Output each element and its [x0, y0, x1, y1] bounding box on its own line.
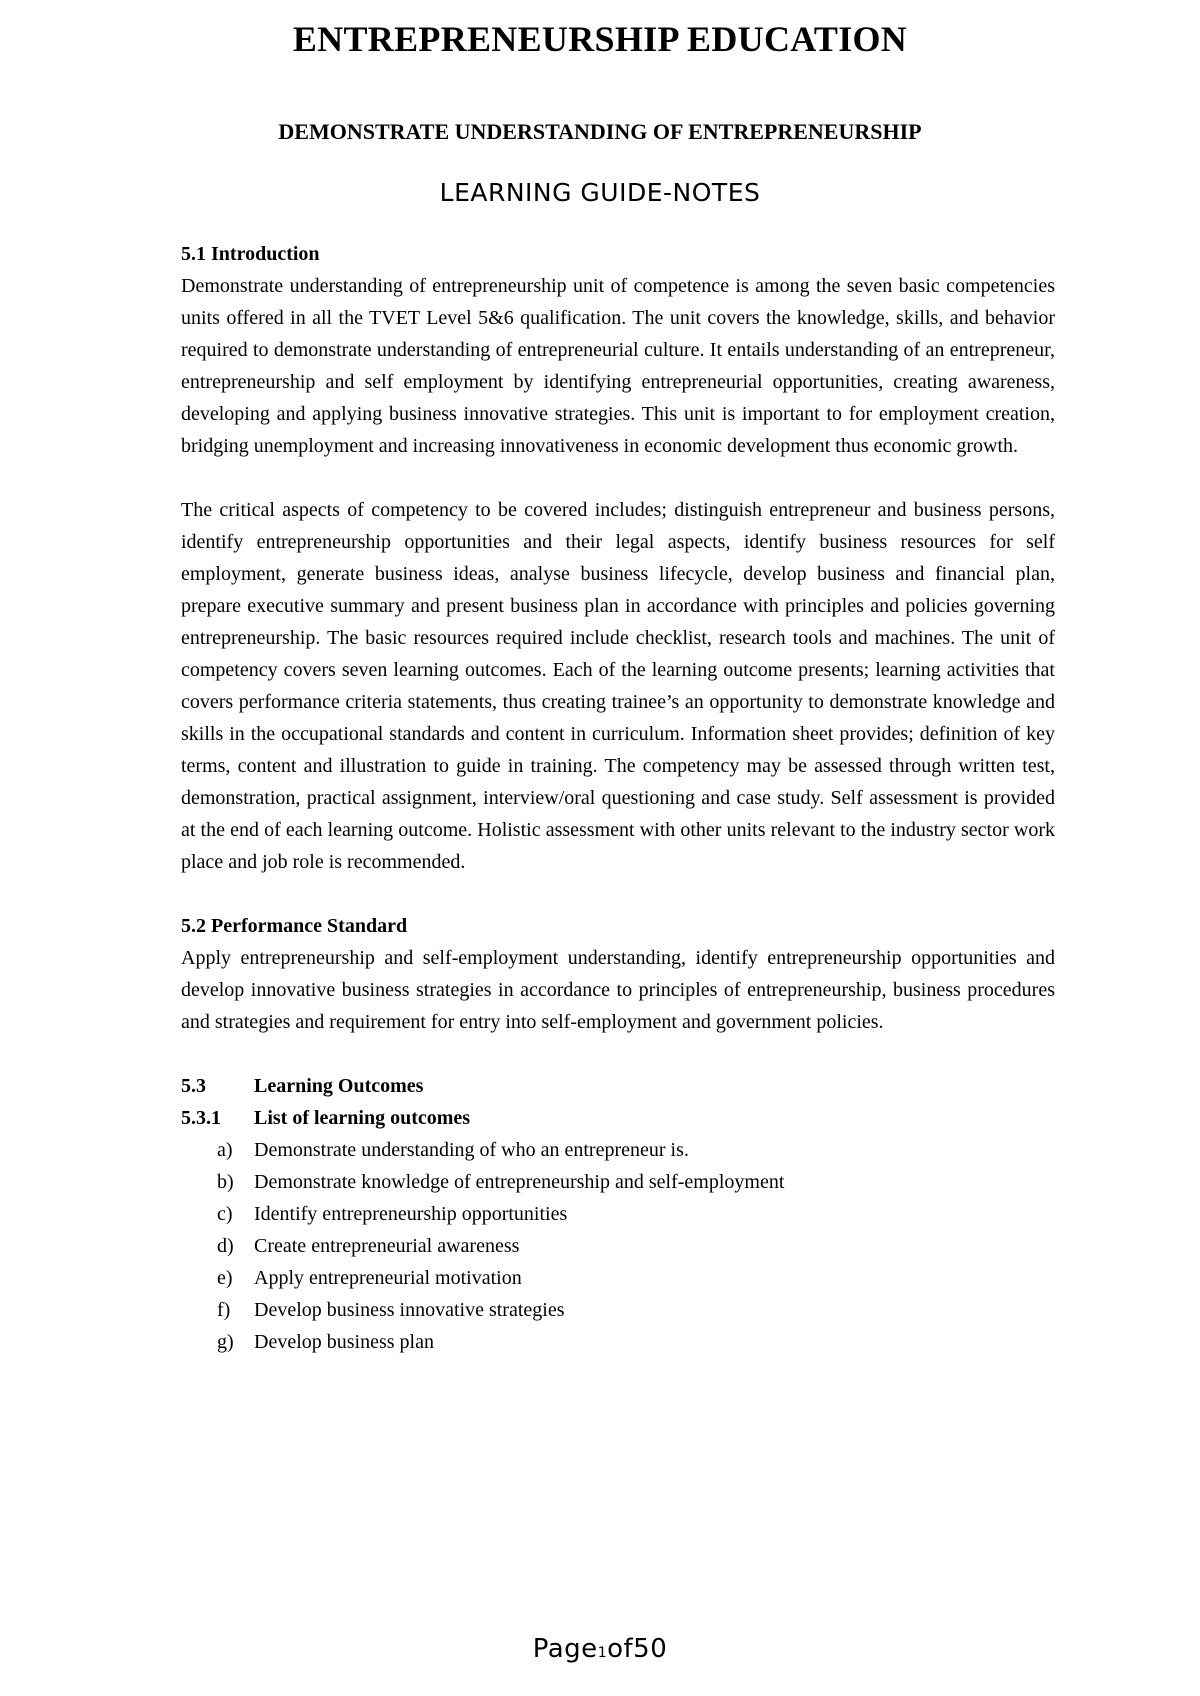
page-word: Page: [532, 1634, 598, 1664]
of-word: of: [607, 1634, 634, 1664]
list-item: [217, 1166, 1055, 1198]
outcomes-number: 5.3: [181, 1075, 206, 1097]
list-item: [217, 1134, 1055, 1166]
list-item: [217, 1262, 1055, 1294]
performance-heading: 5.2 Performance Standard: [181, 915, 408, 937]
list-item-letter: d): [217, 1235, 234, 1257]
document-title: ENTREPRENEURSHIP EDUCATION: [292, 19, 908, 59]
intro-paragraph-2: The critical aspects of competency to be covered includes; distinguish entrepreneur and business persons, identify entrepreneurship opportunities and their legal aspects, identify business resources for self employment, generate business ideas, analyse business lifecycle, develop business and financial plan, prepare executive summary and present business plan in accordance with principles and policies governing entrepreneurship. The basic resources required include checklist, research tools and machines. The unit of competency covers seven learning outcomes. Each of the learning outcome presents; learning activities that covers performance criteria statements, thus creating trainee’s an opportunity to demonstrate knowledge and skills in the occupational standards and content in curriculum. Information sheet provides; definition of key terms, content and illustration to guide in training. The competency may be assessed through written test, demonstration, practical assignment, interview/oral questioning and case study. Self assessment is provided at the end of each learning outcome. Holistic assessment with other units relevant to the industry sector work place and job role is recommended.: [181, 499, 1055, 873]
page-number: 1: [597, 1645, 608, 1661]
list-item: [217, 1326, 1055, 1358]
document-subtitle: DEMONSTRATE UNDERSTANDING OF ENTREPRENEURSHIP: [278, 119, 922, 144]
list-item-text: Demonstrate understanding of who an entrepreneur is.: [254, 1139, 689, 1161]
list-item-letter: a): [217, 1139, 233, 1161]
outcomes-sub-title: List of learning outcomes: [254, 1107, 471, 1129]
outcomes-title: Learning Outcomes: [254, 1075, 424, 1097]
guide-label: LEARNING GUIDE-NOTES: [439, 178, 761, 207]
list-item-text: Demonstrate knowledge of entrepreneurship and self-employment: [254, 1171, 785, 1193]
outcomes-heading: [181, 1070, 1055, 1102]
total-pages: 50: [633, 1634, 668, 1664]
intro-paragraph-1: Demonstrate understanding of entrepreneurship unit of competence is among the seven basic competencies units offered in all the TVET Level 5&6 qualification. The unit covers the knowledge, skills, and behavior required to demonstrate understanding of entrepreneurial culture. It entails understanding of an entrepreneur, entrepreneurship and self employment by identifying entrepreneurial opportunities, creating awareness, developing and applying business innovative strategies. This unit is important to for employment creation, bridging unemployment and increasing innovativeness in economic development thus economic growth.: [181, 275, 1055, 457]
list-item-text: Apply entrepreneurial motivation: [254, 1267, 522, 1289]
list-item-letter: c): [217, 1203, 233, 1225]
list-item-text: Create entrepreneurial awareness: [254, 1235, 520, 1257]
performance-paragraph: Apply entrepreneurship and self-employment understanding, identify entrepreneurship opportunities and develop innovative business strategies in accordance to principles of entrepreneurship, business procedures and strategies and requirement for entry into self-employment and government policies.: [181, 947, 1055, 1033]
learning-outcomes-list: [181, 1134, 1055, 1358]
list-item: [217, 1198, 1055, 1230]
list-item-letter: b): [217, 1171, 234, 1193]
list-item-letter: f): [217, 1299, 231, 1321]
list-item: [217, 1294, 1055, 1326]
outcomes-subheading: [181, 1102, 1055, 1134]
page-footer: [0, 1634, 1200, 1664]
document-body: [181, 238, 1055, 1358]
list-item-letter: g): [217, 1331, 234, 1353]
list-item-text: Identify entrepreneurship opportunities: [254, 1203, 568, 1225]
list-item: [217, 1230, 1055, 1262]
list-item-text: Develop business innovative strategies: [254, 1299, 565, 1321]
intro-heading: 5.1 Introduction: [181, 243, 320, 265]
list-item-letter: e): [217, 1267, 233, 1289]
list-item-text: Develop business plan: [254, 1331, 434, 1353]
outcomes-sub-number: 5.3.1: [181, 1107, 221, 1129]
